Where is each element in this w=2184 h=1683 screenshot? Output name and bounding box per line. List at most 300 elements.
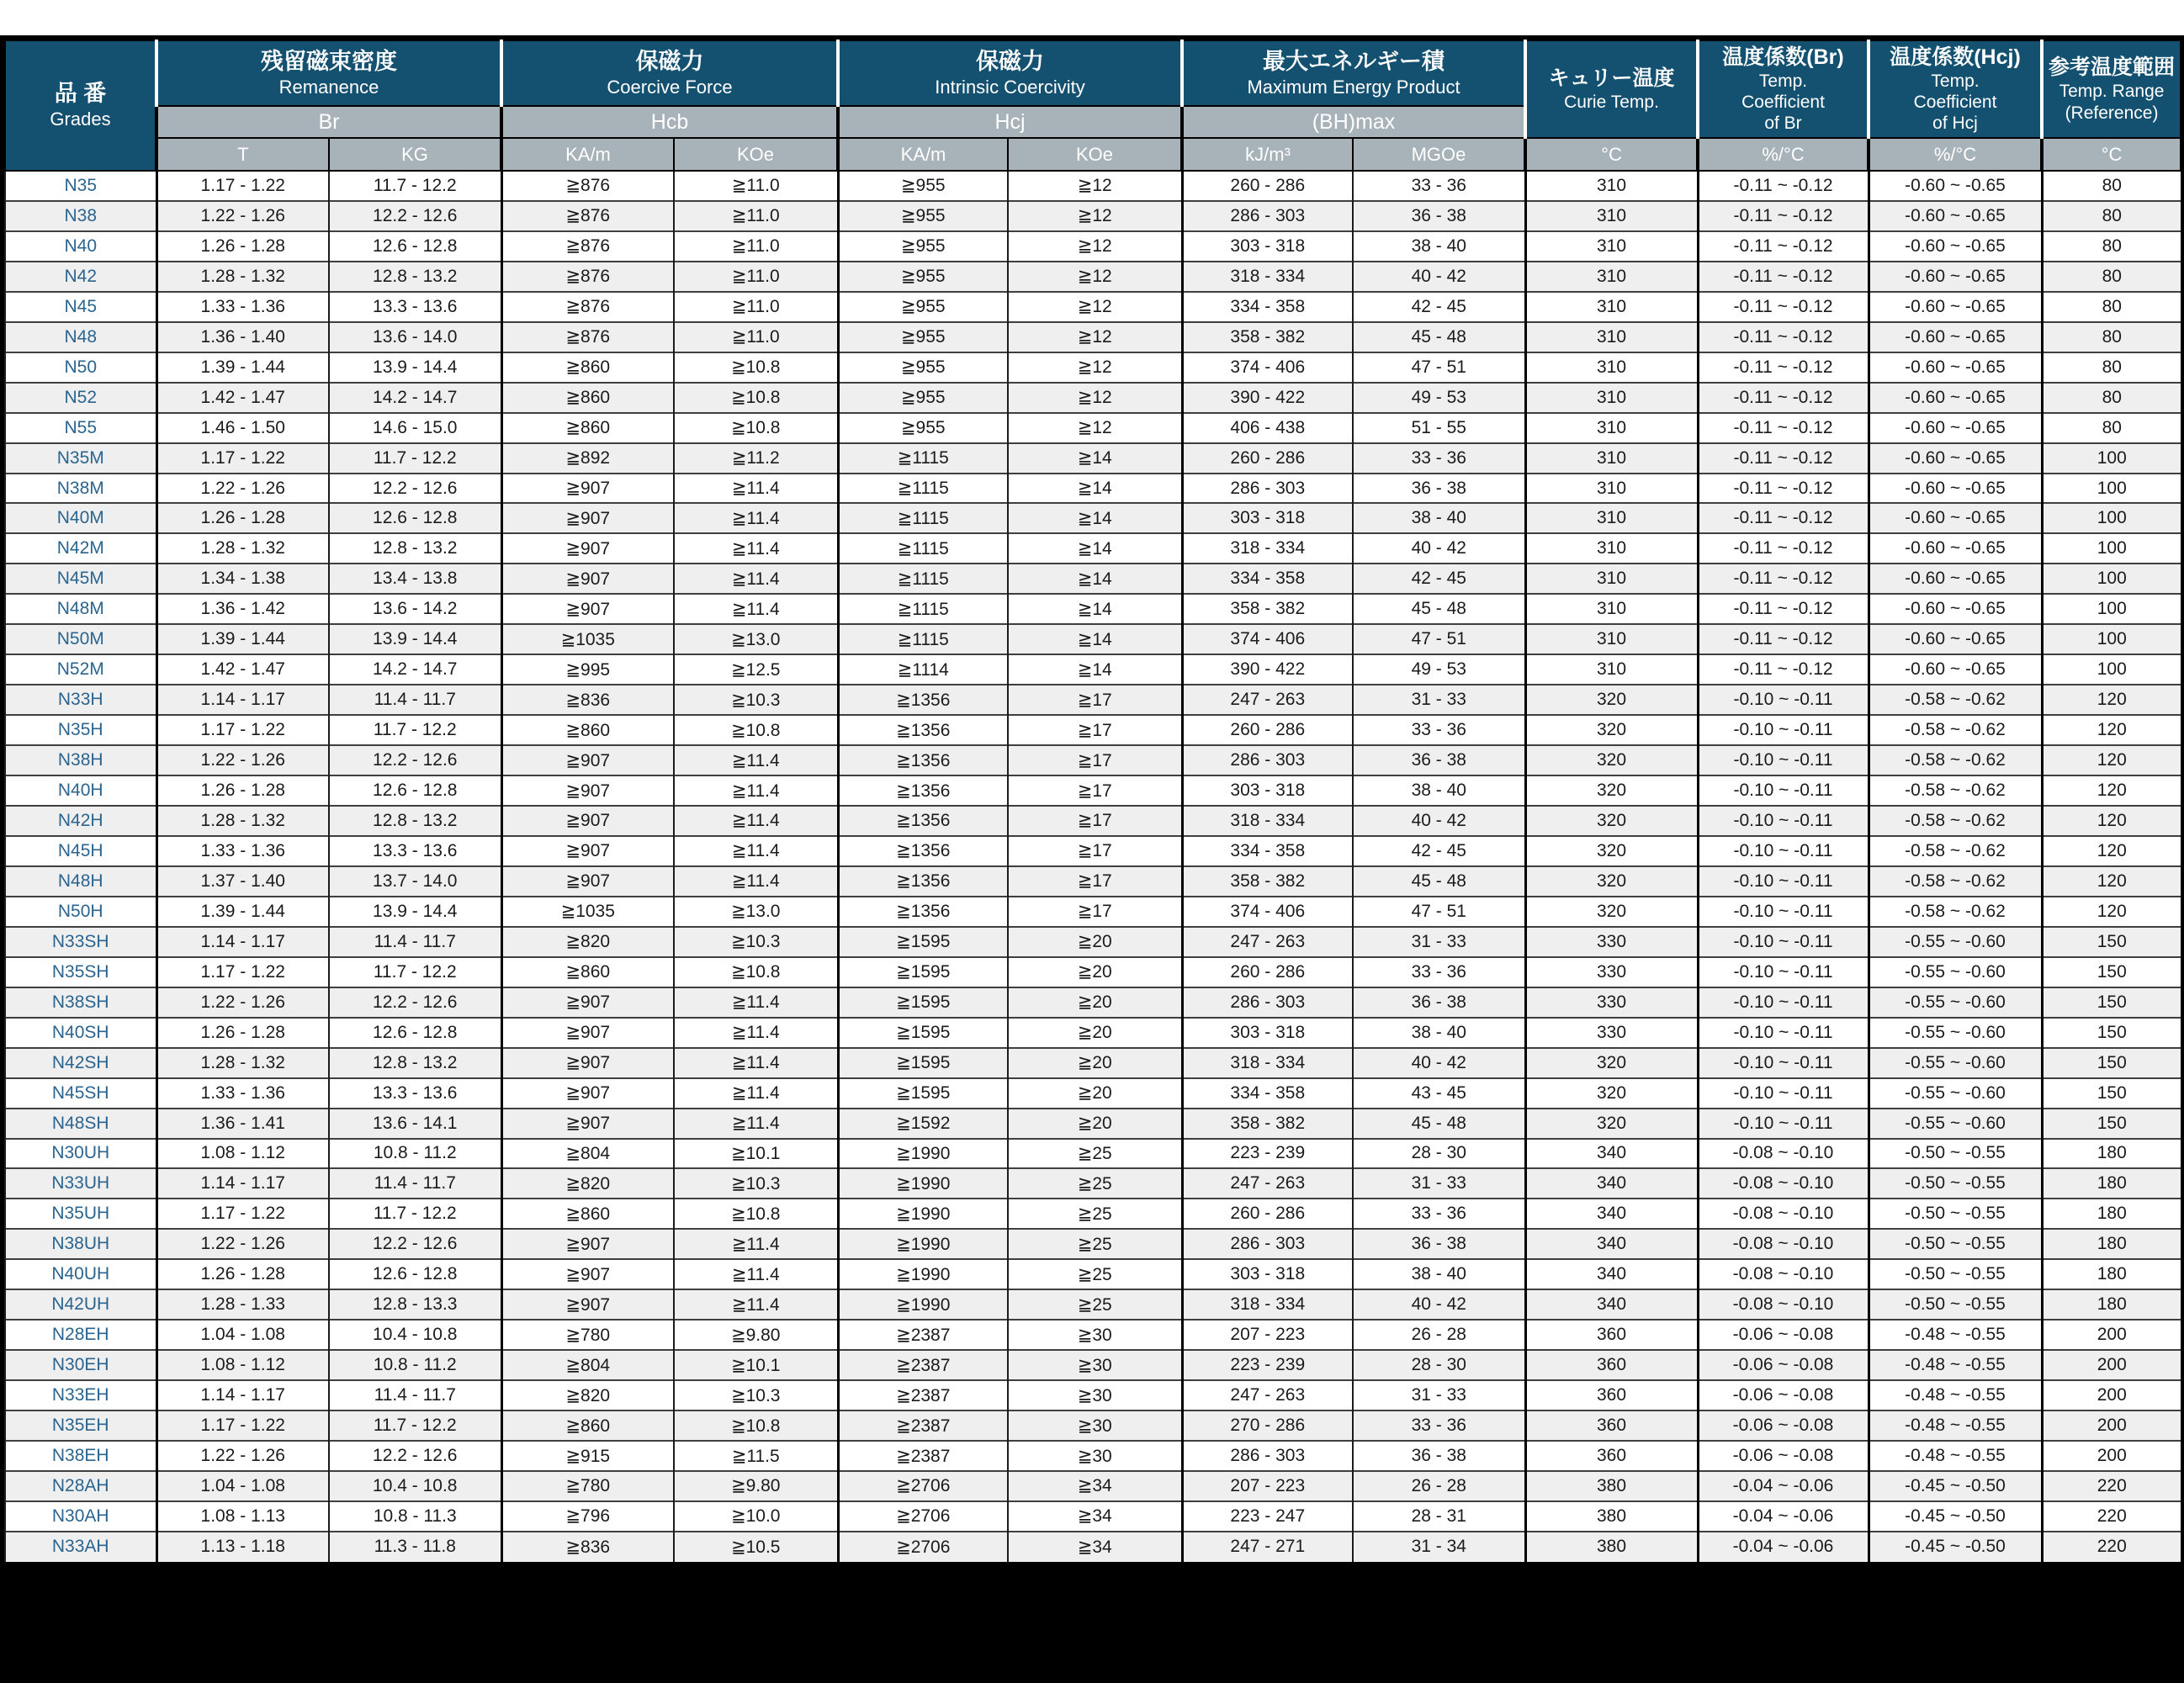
grade-cell: N45SH [5,1078,156,1109]
grade-cell: N50M [5,624,156,654]
value-cell: ≧955 [838,322,1008,352]
value-cell: ≧907 [501,1109,674,1139]
value-cell: 318 - 334 [1182,1289,1353,1320]
value-cell: 200 [2042,1320,2181,1350]
value-cell: 303 - 318 [1182,1018,1353,1048]
curie-temp-en: Curie Temp. [1564,93,1659,113]
value-cell: 13.9 - 14.4 [329,352,501,383]
value-cell: 374 - 406 [1182,897,1353,927]
grade-cell: N35M [5,443,156,474]
value-cell: -0.11 ~ -0.12 [1698,292,1869,322]
value-cell: ≧11.0 [674,322,838,352]
value-cell: 28 - 31 [1353,1501,1525,1532]
table-row [5,1078,2181,1109]
value-cell: ≧1595 [838,987,1008,1018]
value-cell: 120 [2042,866,2181,897]
value-cell: -0.45 ~ -0.50 [1869,1471,2042,1501]
grade-cell: N48M [5,594,156,624]
value-cell: 33 - 36 [1353,715,1525,745]
value-cell: ≧11.2 [674,443,838,474]
value-cell: ≧907 [501,533,674,564]
value-cell: 1.42 - 1.47 [156,654,329,685]
value-cell: 310 [1525,262,1698,292]
value-cell: -0.11 ~ -0.12 [1698,443,1869,474]
value-cell: -0.48 ~ -0.55 [1869,1380,2042,1410]
table-row [5,201,2181,231]
unit-hcj-kam: KA/m [838,138,1008,171]
value-cell: ≧796 [501,1501,674,1532]
value-cell: ≧907 [501,775,674,806]
value-cell: -0.60 ~ -0.65 [1869,262,2042,292]
value-cell: -0.55 ~ -0.60 [1869,1109,2042,1139]
value-cell: -0.48 ~ -0.55 [1869,1320,2042,1350]
value-cell: 260 - 286 [1182,957,1353,987]
value-cell: 180 [2042,1229,2181,1259]
value-cell: ≧17 [1008,685,1182,715]
value-cell: -0.50 ~ -0.55 [1869,1289,2042,1320]
value-cell: 10.4 - 10.8 [329,1471,501,1501]
value-cell: -0.11 ~ -0.12 [1698,413,1869,443]
value-cell: -0.11 ~ -0.12 [1698,474,1869,504]
value-cell: 26 - 28 [1353,1320,1525,1350]
value-cell: 406 - 438 [1182,413,1353,443]
value-cell: 1.22 - 1.26 [156,1441,329,1471]
value-cell: 340 [1525,1168,1698,1199]
value-cell: ≧907 [501,474,674,504]
value-cell: 320 [1525,745,1698,775]
curie-temp-jp: キュリー温度 [1548,66,1675,90]
grade-cell: N35SH [5,957,156,987]
value-cell: -0.10 ~ -0.11 [1698,775,1869,806]
value-cell: ≧2387 [838,1350,1008,1380]
value-cell: 100 [2042,474,2181,504]
value-cell: 10.4 - 10.8 [329,1320,501,1350]
value-cell: 310 [1525,231,1698,262]
value-cell: 1.36 - 1.42 [156,594,329,624]
value-cell: ≧1990 [838,1168,1008,1199]
value-cell: -0.10 ~ -0.11 [1698,1048,1869,1078]
table-row [5,836,2181,866]
value-cell: -0.60 ~ -0.65 [1869,231,2042,262]
value-cell: 286 - 303 [1182,987,1353,1018]
grade-cell: N48H [5,866,156,897]
value-cell: -0.60 ~ -0.65 [1869,171,2042,201]
value-cell: 42 - 45 [1353,836,1525,866]
value-cell: 1.04 - 1.08 [156,1471,329,1501]
value-cell: -0.10 ~ -0.11 [1698,927,1869,957]
value-cell: ≧1035 [501,624,674,654]
value-cell: 1.08 - 1.12 [156,1350,329,1380]
value-cell: ≧10.3 [674,1380,838,1410]
value-cell: 11.7 - 12.2 [329,715,501,745]
value-cell: 40 - 42 [1353,806,1525,836]
header-remanence [156,40,501,106]
value-cell: -0.10 ~ -0.11 [1698,685,1869,715]
value-cell: ≧1356 [838,745,1008,775]
value-cell: 286 - 303 [1182,1441,1353,1471]
value-cell: 100 [2042,564,2181,594]
value-cell: -0.50 ~ -0.55 [1869,1259,2042,1289]
value-cell: -0.55 ~ -0.60 [1869,987,2042,1018]
value-cell: 40 - 42 [1353,1289,1525,1320]
symbol-bhmax: (BH)max [1182,106,1525,138]
value-cell: 223 - 239 [1182,1139,1353,1169]
value-cell: -0.04 ~ -0.06 [1698,1532,1869,1562]
remanence-jp: 残留磁束密度 [261,48,397,74]
value-cell: ≧30 [1008,1320,1182,1350]
value-cell: 100 [2042,533,2181,564]
value-cell: -0.11 ~ -0.12 [1698,231,1869,262]
value-cell: ≧876 [501,171,674,201]
table-row [5,987,2181,1018]
value-cell: 247 - 263 [1182,927,1353,957]
table-row [5,654,2181,685]
value-cell: -0.11 ~ -0.12 [1698,262,1869,292]
value-cell: 120 [2042,836,2181,866]
value-cell: 36 - 38 [1353,474,1525,504]
table-row [5,413,2181,443]
value-cell: 100 [2042,654,2181,685]
value-cell: ≧20 [1008,1109,1182,1139]
value-cell: ≧11.4 [674,1018,838,1048]
grade-cell: N33UH [5,1168,156,1199]
value-cell: 360 [1525,1320,1698,1350]
value-cell: ≧1356 [838,775,1008,806]
value-cell: 374 - 406 [1182,624,1353,654]
value-cell: ≧11.4 [674,474,838,504]
value-cell: ≧9.80 [674,1320,838,1350]
value-cell: ≧13.0 [674,897,838,927]
value-cell: 200 [2042,1380,2181,1410]
value-cell: 247 - 271 [1182,1532,1353,1562]
value-cell: ≧30 [1008,1441,1182,1471]
grade-cell: N30UH [5,1139,156,1169]
value-cell: ≧17 [1008,866,1182,897]
value-cell: ≧11.5 [674,1441,838,1471]
temp-coef-br-en-1: Temp. [1758,71,1808,91]
value-cell: ≧30 [1008,1350,1182,1380]
value-cell: 40 - 42 [1353,1048,1525,1078]
value-cell: 150 [2042,1048,2181,1078]
table-row [5,171,2181,201]
value-cell: 12.8 - 13.2 [329,806,501,836]
value-cell: 1.22 - 1.26 [156,987,329,1018]
value-cell: ≧1595 [838,1048,1008,1078]
value-cell: 36 - 38 [1353,745,1525,775]
value-cell: ≧955 [838,262,1008,292]
intrinsic-coercivity-en: Intrinsic Coercivity [935,76,1085,98]
value-cell: 320 [1525,866,1698,897]
value-cell: ≧10.8 [674,413,838,443]
value-cell: -0.10 ~ -0.11 [1698,1109,1869,1139]
value-cell: 42 - 45 [1353,292,1525,322]
value-cell: ≧25 [1008,1199,1182,1229]
value-cell: ≧17 [1008,775,1182,806]
table-row [5,533,2181,564]
grade-cell: N38M [5,474,156,504]
value-cell: 10.8 - 11.2 [329,1350,501,1380]
value-cell: ≧1595 [838,1078,1008,1109]
value-cell: 120 [2042,897,2181,927]
value-cell: 31 - 33 [1353,927,1525,957]
value-cell: ≧1115 [838,533,1008,564]
value-cell: ≧10.1 [674,1139,838,1169]
grade-cell: N28AH [5,1471,156,1501]
value-cell: 207 - 223 [1182,1471,1353,1501]
value-cell: 31 - 33 [1353,1168,1525,1199]
value-cell: 12.2 - 12.6 [329,474,501,504]
grade-cell: N40M [5,503,156,533]
value-cell: 380 [1525,1501,1698,1532]
value-cell: 247 - 263 [1182,685,1353,715]
grade-cell: N42M [5,533,156,564]
value-cell: -0.55 ~ -0.60 [1869,1048,2042,1078]
value-cell: ≧876 [501,201,674,231]
value-cell: 11.7 - 12.2 [329,1410,501,1441]
value-cell: 80 [2042,262,2181,292]
value-cell: ≧907 [501,836,674,866]
value-cell: 330 [1525,1018,1698,1048]
value-cell: ≧1595 [838,1018,1008,1048]
value-cell: 13.6 - 14.1 [329,1109,501,1139]
value-cell: 10.8 - 11.3 [329,1501,501,1532]
value-cell: 1.28 - 1.32 [156,262,329,292]
value-cell: 12.2 - 12.6 [329,201,501,231]
table-row [5,775,2181,806]
value-cell: 1.42 - 1.47 [156,383,329,413]
grade-cell: N35EH [5,1410,156,1441]
value-cell: 1.28 - 1.32 [156,1048,329,1078]
grade-cell: N38 [5,201,156,231]
value-cell: ≧1990 [838,1229,1008,1259]
value-cell: 80 [2042,231,2181,262]
table-row [5,503,2181,533]
grade-cell: N42UH [5,1289,156,1320]
table-row [5,564,2181,594]
grade-cell: N30AH [5,1501,156,1532]
value-cell: 80 [2042,383,2181,413]
value-cell: 310 [1525,503,1698,533]
value-cell: ≧907 [501,1289,674,1320]
value-cell: 1.36 - 1.40 [156,322,329,352]
value-cell: 1.22 - 1.26 [156,474,329,504]
value-cell: ≧11.4 [674,745,838,775]
value-cell: -0.55 ~ -0.60 [1869,1078,2042,1109]
value-cell: 200 [2042,1441,2181,1471]
value-cell: 1.14 - 1.17 [156,1380,329,1410]
value-cell: -0.60 ~ -0.65 [1869,383,2042,413]
value-cell: 310 [1525,624,1698,654]
value-cell: ≧907 [501,745,674,775]
value-cell: 1.33 - 1.36 [156,1078,329,1109]
value-cell: ≧17 [1008,745,1182,775]
value-cell: 13.6 - 14.0 [329,322,501,352]
value-cell: -0.45 ~ -0.50 [1869,1501,2042,1532]
value-cell: 12.2 - 12.6 [329,1441,501,1471]
value-cell: 13.3 - 13.6 [329,292,501,322]
value-cell: -0.04 ~ -0.06 [1698,1471,1869,1501]
header-temp-coef-hcj [1869,40,2042,138]
table-row [5,231,2181,262]
temp-range-en-1: Temp. Range [2059,82,2165,102]
value-cell: -0.08 ~ -0.10 [1698,1168,1869,1199]
value-cell: 360 [1525,1410,1698,1441]
value-cell: -0.58 ~ -0.62 [1869,836,2042,866]
value-cell: ≧12 [1008,383,1182,413]
value-cell: 286 - 303 [1182,1229,1353,1259]
value-cell: 247 - 263 [1182,1168,1353,1199]
value-cell: -0.10 ~ -0.11 [1698,745,1869,775]
table-row [5,1410,2181,1441]
value-cell: ≧876 [501,322,674,352]
value-cell: ≧2387 [838,1380,1008,1410]
value-cell: 1.17 - 1.22 [156,957,329,987]
value-cell: 286 - 303 [1182,201,1353,231]
value-cell: -0.10 ~ -0.11 [1698,715,1869,745]
value-cell: -0.58 ~ -0.62 [1869,897,2042,927]
value-cell: ≧836 [501,1532,674,1562]
value-cell: ≧11.0 [674,231,838,262]
grade-cell: N35 [5,171,156,201]
table-row [5,1320,2181,1350]
value-cell: ≧907 [501,1018,674,1048]
value-cell: ≧2387 [838,1441,1008,1471]
value-cell: 330 [1525,957,1698,987]
max-energy-product-jp: 最大エネルギー積 [1263,48,1445,74]
max-energy-product-en: Maximum Energy Product [1247,76,1460,98]
value-cell: 358 - 382 [1182,866,1353,897]
value-cell: -0.58 ~ -0.62 [1869,866,2042,897]
value-cell: ≧2387 [838,1320,1008,1350]
value-cell: 12.6 - 12.8 [329,1259,501,1289]
value-cell: 303 - 318 [1182,503,1353,533]
value-cell: 80 [2042,352,2181,383]
value-cell: ≧1356 [838,806,1008,836]
value-cell: 12.2 - 12.6 [329,1229,501,1259]
value-cell: 286 - 303 [1182,474,1353,504]
value-cell: 150 [2042,1018,2181,1048]
value-cell: 28 - 30 [1353,1139,1525,1169]
value-cell: 310 [1525,171,1698,201]
value-cell: ≧10.3 [674,927,838,957]
value-cell: -0.10 ~ -0.11 [1698,866,1869,897]
value-cell: -0.10 ~ -0.11 [1698,987,1869,1018]
symbol-hcb: Hcb [501,106,838,138]
value-cell: ≧14 [1008,624,1182,654]
value-cell: 80 [2042,413,2181,443]
value-cell: ≧780 [501,1471,674,1501]
value-cell: -0.50 ~ -0.55 [1869,1168,2042,1199]
value-cell: 260 - 286 [1182,715,1353,745]
value-cell: -0.60 ~ -0.65 [1869,533,2042,564]
value-cell: 42 - 45 [1353,564,1525,594]
value-cell: 1.08 - 1.12 [156,1139,329,1169]
value-cell: 10.8 - 11.2 [329,1139,501,1169]
value-cell: 1.34 - 1.38 [156,564,329,594]
value-cell: 390 - 422 [1182,654,1353,685]
table-header [5,40,2181,171]
value-cell: ≧1115 [838,624,1008,654]
value-cell: 14.2 - 14.7 [329,654,501,685]
value-cell: -0.45 ~ -0.50 [1869,1532,2042,1562]
value-cell: 11.7 - 12.2 [329,171,501,201]
value-cell: 310 [1525,201,1698,231]
value-cell: -0.60 ~ -0.65 [1869,624,2042,654]
value-cell: ≧14 [1008,474,1182,504]
grade-cell: N40SH [5,1018,156,1048]
value-cell: -0.58 ~ -0.62 [1869,775,2042,806]
value-cell: 1.28 - 1.32 [156,806,329,836]
value-cell: -0.06 ~ -0.08 [1698,1410,1869,1441]
value-cell: -0.04 ~ -0.06 [1698,1501,1869,1532]
value-cell: ≧1990 [838,1139,1008,1169]
grade-cell: N45M [5,564,156,594]
value-cell: -0.11 ~ -0.12 [1698,624,1869,654]
value-cell: ≧25 [1008,1259,1182,1289]
value-cell: ≧915 [501,1441,674,1471]
value-cell: ≧876 [501,292,674,322]
value-cell: 36 - 38 [1353,201,1525,231]
value-cell: -0.11 ~ -0.12 [1698,322,1869,352]
value-cell: 1.13 - 1.18 [156,1532,329,1562]
value-cell: 340 [1525,1139,1698,1169]
value-cell: ≧820 [501,1168,674,1199]
spec-table-frame [0,35,2184,1566]
value-cell: 380 [1525,1471,1698,1501]
value-cell: 180 [2042,1139,2181,1169]
value-cell: -0.60 ~ -0.65 [1869,474,2042,504]
value-cell: 310 [1525,352,1698,383]
value-cell: 318 - 334 [1182,262,1353,292]
value-cell: ≧2706 [838,1532,1008,1562]
temp-coef-hcj-en-3: of Hcj [1932,114,1978,134]
value-cell: ≧30 [1008,1410,1182,1441]
value-cell: 1.14 - 1.17 [156,1168,329,1199]
value-cell: ≧11.0 [674,201,838,231]
temp-coef-hcj-jp: 温度係数(Hcj) [1890,45,2021,69]
value-cell: -0.60 ~ -0.65 [1869,292,2042,322]
value-cell: 1.17 - 1.22 [156,1199,329,1229]
table-row [5,1139,2181,1169]
value-cell: 36 - 38 [1353,987,1525,1018]
value-cell: ≧820 [501,1380,674,1410]
value-cell: -0.11 ~ -0.12 [1698,503,1869,533]
value-cell: ≧10.3 [674,685,838,715]
value-cell: 33 - 36 [1353,1199,1525,1229]
value-cell: ≧20 [1008,957,1182,987]
value-cell: 1.22 - 1.26 [156,1229,329,1259]
value-cell: 223 - 247 [1182,1501,1353,1532]
value-cell: ≧14 [1008,564,1182,594]
value-cell: 12.8 - 13.3 [329,1289,501,1320]
temp-coef-br-en-3: of Br [1764,114,1802,134]
grade-cell: N38UH [5,1229,156,1259]
value-cell: 1.17 - 1.22 [156,171,329,201]
value-cell: ≧1115 [838,503,1008,533]
value-cell: -0.48 ~ -0.55 [1869,1410,2042,1441]
value-cell: ≧14 [1008,533,1182,564]
value-cell: ≧9.80 [674,1471,838,1501]
value-cell: 100 [2042,594,2181,624]
value-cell: 31 - 34 [1353,1532,1525,1562]
value-cell: 43 - 45 [1353,1078,1525,1109]
grade-cell: N38SH [5,987,156,1018]
value-cell: ≧20 [1008,1018,1182,1048]
grade-cell: N40H [5,775,156,806]
value-cell: ≧876 [501,231,674,262]
symbol-br: Br [156,106,501,138]
value-cell: -0.11 ~ -0.12 [1698,594,1869,624]
